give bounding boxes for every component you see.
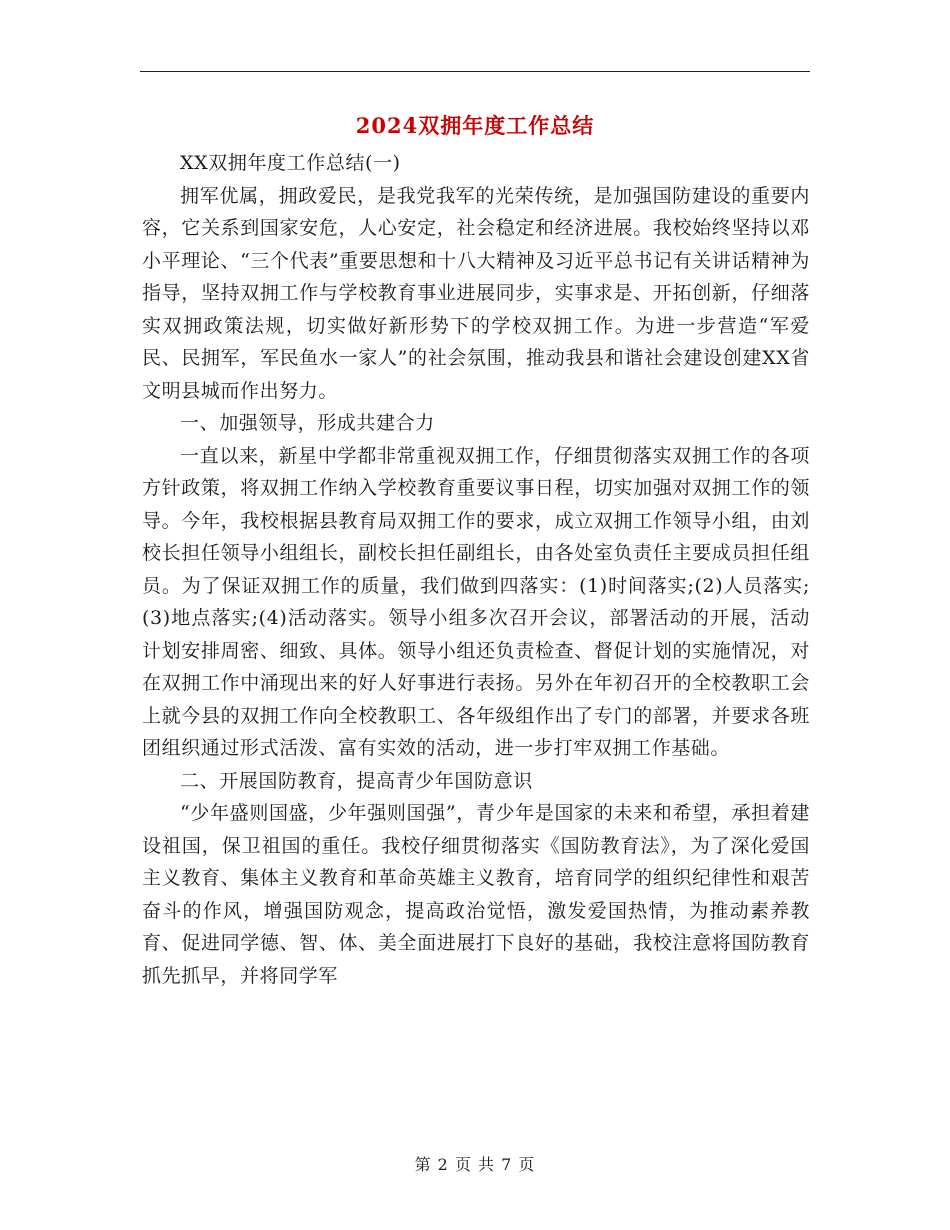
body-paragraph: XX双拥年度工作总结(一) (180, 152, 401, 174)
section-heading: 一、加强领导，形成共建合力 (180, 412, 435, 434)
document-title: 2024双拥年度工作总结 (355, 113, 595, 138)
body-paragraph: 一直以来，新星中学都非常重视双拥工作，仔细贯彻落实双拥工作的各项方针政策，将双拥工作纳入学校教育重要议事日程，切实加强对双拥工作的领导。今年，我校根据县教育局双拥工作的要求，成立双拥工作领导小组，由刘校长担任领导小组组长，副校长担任副组长，由各处室负责任主要成员担任组员。为了保证双拥工作的质量，我们做到四落实：(1)时间落实;(2)人员落实;(3)地点落实;(4)活动落实。领导小组多次召开会议，部署活动的开展，活动计划安排周密、细致、具体。领导小组还负责检查、督促计划的实施情况，对在双拥工作中涌现出来的好人好事进行表扬。另外在年初召开的全校教职工会上就今县的双拥工作向全校教职工、各年级组作出了专门的部署，并要求各班团组织通过形式活泼、富有实效的活动，进一步打牢双拥工作基础。 (142, 444, 810, 759)
header-rule (140, 71, 810, 72)
body-paragraph: “少年盛则国盛，少年强则国强”，青少年是国家的未来和希望，承担着建设祖国，保卫祖国的重任。我校仔细贯彻落实《国防教育法》，为了深化爱国主义教育、集体主义教育和革命英雄主义教育，培育同学的组织纪律性和艰苦奋斗的作风，增强国防观念，提高政治觉悟，激发爱国热情，为推动素养教育、促进同学德、智、体、美全面进展打下良好的基础，我校注意将国防教育抓先抓早，并将同学军 (142, 802, 810, 987)
page-number-footer: 第 2 页 共 7 页 (414, 1155, 536, 1174)
section-heading: 二、开展国防教育，提高青少年国防意识 (180, 769, 533, 792)
body-paragraph: 拥军优属，拥政爱民，是我党我军的光荣传统，是加强国防建设的重要内容，它关系到国家安危，人心安定，社会稳定和经济进展。我校始终坚持以邓小平理论、“三个代表”重要思想和十八大精神及习近平总书记有关讲话精神为指导，坚持双拥工作与学校教育事业进展同步，实事求是、开拓创新，仔细落实双拥政策法规，切实做好新形势下的学校双拥工作。为进一步营造“军爱民、民拥军，军民鱼水一家人”的社会氛围，推动我县和谐社会建设创建XX省文明县城而作出努力。 (142, 184, 810, 402)
document-body (142, 147, 810, 992)
